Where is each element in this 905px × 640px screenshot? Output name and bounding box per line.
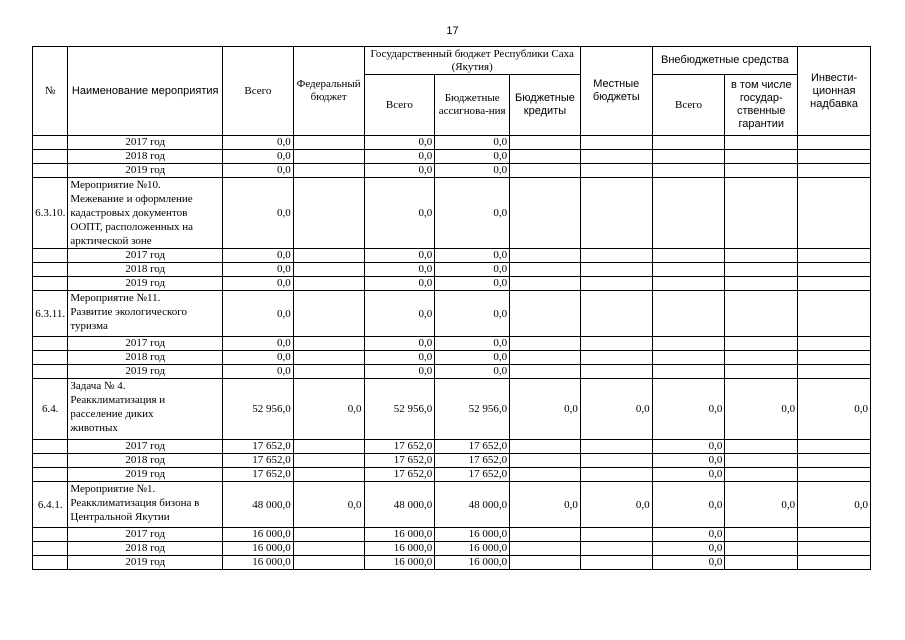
cell-state-allocations: 16 000,0 bbox=[435, 556, 510, 570]
cell-state-credits bbox=[510, 337, 581, 351]
cell-state-allocations: 0,0 bbox=[435, 277, 510, 291]
cell-total: 0,0 bbox=[223, 249, 294, 263]
cell-federal bbox=[293, 291, 364, 337]
cell-state-allocations: 0,0 bbox=[435, 263, 510, 277]
measure-row bbox=[33, 178, 871, 249]
cell-no bbox=[33, 528, 68, 542]
cell-local bbox=[580, 277, 652, 291]
cell-local: 0,0 bbox=[580, 482, 652, 528]
cell-federal bbox=[293, 136, 364, 150]
cell-state-total: 0,0 bbox=[364, 337, 435, 351]
year-row bbox=[33, 440, 871, 454]
cell-total: 0,0 bbox=[223, 164, 294, 178]
cell-total: 17 652,0 bbox=[223, 468, 294, 482]
year-row bbox=[33, 263, 871, 277]
cell-state-total: 16 000,0 bbox=[364, 542, 435, 556]
cell-state-credits bbox=[510, 556, 581, 570]
cell-total: 0,0 bbox=[223, 150, 294, 164]
measure-name-line: арктической зоне bbox=[70, 235, 152, 247]
cell-extra-guarantees bbox=[725, 440, 798, 454]
cell-state-total: 16 000,0 bbox=[364, 556, 435, 570]
cell-local bbox=[580, 351, 652, 365]
cell-no bbox=[33, 136, 68, 150]
cell-extra-guarantees bbox=[725, 136, 798, 150]
cell-state-total: 16 000,0 bbox=[364, 528, 435, 542]
cell-local bbox=[580, 150, 652, 164]
cell-extra-total: 0,0 bbox=[652, 528, 725, 542]
cell-no bbox=[33, 556, 68, 570]
measure-name-line: Мероприятие №1. bbox=[70, 483, 156, 495]
cell-extra-guarantees bbox=[725, 291, 798, 337]
cell-no bbox=[33, 263, 68, 277]
cell-state-credits bbox=[510, 291, 581, 337]
measure-name-line: ООПТ, расположенных на bbox=[70, 221, 194, 233]
cell-extra-total: 0,0 bbox=[652, 454, 725, 468]
cell-state-credits bbox=[510, 351, 581, 365]
cell-year: 2017 год bbox=[68, 337, 223, 351]
cell-total: 52 956,0 bbox=[223, 379, 294, 440]
cell-extra-total: 0,0 bbox=[652, 468, 725, 482]
cell-state-total: 0,0 bbox=[364, 351, 435, 365]
header-name: Наименование мероприятия bbox=[68, 47, 223, 136]
measure-name-line: кадастровых документов bbox=[70, 207, 188, 219]
year-row bbox=[33, 150, 871, 164]
cell-state-total: 0,0 bbox=[364, 249, 435, 263]
cell-no: 6.4. bbox=[33, 379, 68, 440]
cell-local: 0,0 bbox=[580, 379, 652, 440]
year-row bbox=[33, 164, 871, 178]
cell-extra-guarantees bbox=[725, 454, 798, 468]
cell-total: 17 652,0 bbox=[223, 454, 294, 468]
cell-extra-guarantees bbox=[725, 337, 798, 351]
cell-federal bbox=[293, 263, 364, 277]
cell-extra-guarantees bbox=[725, 249, 798, 263]
cell-state-credits bbox=[510, 468, 581, 482]
cell-invest bbox=[798, 249, 871, 263]
cell-year: 2019 год bbox=[68, 277, 223, 291]
cell-extra-guarantees bbox=[725, 150, 798, 164]
cell-state-credits: 0,0 bbox=[510, 482, 581, 528]
cell-state-total: 0,0 bbox=[364, 164, 435, 178]
cell-state-credits bbox=[510, 150, 581, 164]
cell-local bbox=[580, 454, 652, 468]
cell-local bbox=[580, 542, 652, 556]
cell-invest bbox=[798, 440, 871, 454]
cell-measure-name bbox=[68, 178, 223, 249]
cell-extra-total: 0,0 bbox=[652, 440, 725, 454]
cell-total: 48 000,0 bbox=[223, 482, 294, 528]
measure-row bbox=[33, 379, 871, 440]
cell-state-allocations: 0,0 bbox=[435, 136, 510, 150]
cell-invest: 0,0 bbox=[798, 482, 871, 528]
cell-local bbox=[580, 528, 652, 542]
cell-extra-total bbox=[652, 263, 725, 277]
cell-federal bbox=[293, 365, 364, 379]
cell-extra-total: 0,0 bbox=[652, 482, 725, 528]
cell-no bbox=[33, 468, 68, 482]
cell-federal bbox=[293, 277, 364, 291]
cell-extra-total bbox=[652, 291, 725, 337]
cell-extra-total bbox=[652, 164, 725, 178]
cell-extra-guarantees bbox=[725, 164, 798, 178]
cell-state-credits bbox=[510, 178, 581, 249]
cell-no: 6.3.11. bbox=[33, 291, 68, 337]
cell-local bbox=[580, 468, 652, 482]
cell-extra-guarantees bbox=[725, 468, 798, 482]
cell-extra-guarantees bbox=[725, 556, 798, 570]
cell-local bbox=[580, 263, 652, 277]
cell-state-total: 52 956,0 bbox=[364, 379, 435, 440]
header-extra-guarantees: в том числе государ-ственные гарантии bbox=[725, 75, 798, 136]
cell-federal bbox=[293, 337, 364, 351]
cell-extra-guarantees bbox=[725, 277, 798, 291]
cell-state-allocations: 17 652,0 bbox=[435, 454, 510, 468]
cell-state-total: 0,0 bbox=[364, 263, 435, 277]
measure-name-line: Межевание и оформление bbox=[70, 193, 193, 205]
cell-federal bbox=[293, 150, 364, 164]
cell-no: 6.3.10. bbox=[33, 178, 68, 249]
cell-no bbox=[33, 542, 68, 556]
cell-state-credits bbox=[510, 263, 581, 277]
cell-measure-name bbox=[68, 482, 223, 528]
cell-total: 0,0 bbox=[223, 351, 294, 365]
cell-state-total: 17 652,0 bbox=[364, 454, 435, 468]
cell-extra-guarantees bbox=[725, 542, 798, 556]
header-extra-total: Всего bbox=[652, 75, 725, 136]
cell-year: 2018 год bbox=[68, 351, 223, 365]
year-row bbox=[33, 249, 871, 263]
cell-invest bbox=[798, 164, 871, 178]
cell-state-allocations: 0,0 bbox=[435, 249, 510, 263]
year-row bbox=[33, 454, 871, 468]
cell-extra-guarantees bbox=[725, 528, 798, 542]
cell-total: 0,0 bbox=[223, 178, 294, 249]
cell-federal bbox=[293, 528, 364, 542]
measure-name-line: Реакклиматизация и bbox=[70, 394, 166, 406]
cell-state-allocations: 17 652,0 bbox=[435, 468, 510, 482]
header-federal: Федеральный бюджет bbox=[293, 47, 364, 136]
year-row bbox=[33, 556, 871, 570]
cell-extra-total bbox=[652, 365, 725, 379]
cell-state-total: 0,0 bbox=[364, 178, 435, 249]
cell-state-total: 48 000,0 bbox=[364, 482, 435, 528]
cell-extra-total bbox=[652, 178, 725, 249]
cell-year: 2018 год bbox=[68, 454, 223, 468]
cell-state-credits: 0,0 bbox=[510, 379, 581, 440]
cell-year: 2018 год bbox=[68, 150, 223, 164]
measure-name-line: Мероприятие №10. bbox=[70, 179, 161, 191]
cell-year: 2017 год bbox=[68, 528, 223, 542]
header-extra-budget: Внебюджетные средства bbox=[652, 47, 798, 75]
measure-name-line: туризма bbox=[70, 320, 108, 332]
cell-year: 2019 год bbox=[68, 164, 223, 178]
cell-state-credits bbox=[510, 365, 581, 379]
measure-name-line: Реакклиматизация бизона в bbox=[70, 497, 200, 509]
measure-row bbox=[33, 291, 871, 337]
cell-local bbox=[580, 164, 652, 178]
cell-extra-guarantees bbox=[725, 263, 798, 277]
cell-federal: 0,0 bbox=[293, 379, 364, 440]
cell-extra-total: 0,0 bbox=[652, 379, 725, 440]
header-state-credits: Бюджетные кредиты bbox=[510, 75, 581, 136]
cell-state-credits bbox=[510, 528, 581, 542]
cell-total: 16 000,0 bbox=[223, 542, 294, 556]
cell-invest bbox=[798, 454, 871, 468]
year-row bbox=[33, 528, 871, 542]
cell-state-allocations: 17 652,0 bbox=[435, 440, 510, 454]
cell-invest bbox=[798, 150, 871, 164]
cell-extra-total bbox=[652, 150, 725, 164]
cell-extra-total bbox=[652, 136, 725, 150]
year-row bbox=[33, 365, 871, 379]
cell-local bbox=[580, 556, 652, 570]
cell-invest bbox=[798, 136, 871, 150]
measure-name-line: расселение диких bbox=[70, 408, 154, 420]
header-state-total: Всего bbox=[364, 75, 435, 136]
cell-local bbox=[580, 365, 652, 379]
cell-local bbox=[580, 440, 652, 454]
cell-invest bbox=[798, 178, 871, 249]
cell-total: 0,0 bbox=[223, 277, 294, 291]
cell-local bbox=[580, 136, 652, 150]
cell-invest bbox=[798, 542, 871, 556]
cell-extra-total bbox=[652, 277, 725, 291]
cell-local bbox=[580, 178, 652, 249]
cell-state-allocations: 0,0 bbox=[435, 337, 510, 351]
cell-year: 2019 год bbox=[68, 365, 223, 379]
cell-total: 0,0 bbox=[223, 365, 294, 379]
cell-state-total: 0,0 bbox=[364, 277, 435, 291]
cell-federal: 0,0 bbox=[293, 482, 364, 528]
measure-name-line: Центральной Якутии bbox=[70, 511, 170, 523]
cell-invest bbox=[798, 468, 871, 482]
cell-no bbox=[33, 249, 68, 263]
page-number: 17 bbox=[446, 25, 459, 37]
cell-state-credits bbox=[510, 164, 581, 178]
cell-no bbox=[33, 150, 68, 164]
cell-state-allocations: 16 000,0 bbox=[435, 528, 510, 542]
cell-federal bbox=[293, 468, 364, 482]
cell-state-allocations: 48 000,0 bbox=[435, 482, 510, 528]
cell-invest bbox=[798, 291, 871, 337]
cell-total: 16 000,0 bbox=[223, 528, 294, 542]
cell-federal bbox=[293, 542, 364, 556]
cell-state-total: 0,0 bbox=[364, 150, 435, 164]
cell-federal bbox=[293, 178, 364, 249]
cell-local bbox=[580, 291, 652, 337]
measure-row bbox=[33, 482, 871, 528]
year-row bbox=[33, 277, 871, 291]
cell-state-allocations: 0,0 bbox=[435, 164, 510, 178]
cell-federal bbox=[293, 440, 364, 454]
cell-measure-name bbox=[68, 379, 223, 440]
header-state-allocations: Бюджетные ассигнова-ния bbox=[435, 75, 510, 136]
measure-name-line: Задача № 4. bbox=[70, 380, 126, 392]
cell-total: 16 000,0 bbox=[223, 556, 294, 570]
cell-state-allocations: 0,0 bbox=[435, 365, 510, 379]
cell-state-credits bbox=[510, 249, 581, 263]
cell-federal bbox=[293, 454, 364, 468]
cell-year: 2018 год bbox=[68, 263, 223, 277]
cell-extra-guarantees bbox=[725, 365, 798, 379]
cell-state-total: 17 652,0 bbox=[364, 468, 435, 482]
cell-state-total: 0,0 bbox=[364, 291, 435, 337]
cell-invest bbox=[798, 365, 871, 379]
header-total: Всего bbox=[223, 47, 294, 136]
cell-total: 0,0 bbox=[223, 136, 294, 150]
cell-measure-name bbox=[68, 291, 223, 337]
cell-invest bbox=[798, 556, 871, 570]
cell-local bbox=[580, 337, 652, 351]
year-row bbox=[33, 337, 871, 351]
cell-year: 2019 год bbox=[68, 556, 223, 570]
cell-federal bbox=[293, 351, 364, 365]
cell-no bbox=[33, 440, 68, 454]
cell-state-allocations: 52 956,0 bbox=[435, 379, 510, 440]
cell-no: 6.4.1. bbox=[33, 482, 68, 528]
cell-state-credits bbox=[510, 440, 581, 454]
cell-extra-total bbox=[652, 337, 725, 351]
cell-extra-guarantees: 0,0 bbox=[725, 379, 798, 440]
cell-federal bbox=[293, 164, 364, 178]
cell-extra-guarantees bbox=[725, 351, 798, 365]
cell-total: 0,0 bbox=[223, 337, 294, 351]
cell-state-allocations: 0,0 bbox=[435, 150, 510, 164]
year-row bbox=[33, 542, 871, 556]
header-local: Местные бюджеты bbox=[580, 47, 652, 136]
cell-extra-guarantees: 0,0 bbox=[725, 482, 798, 528]
cell-no bbox=[33, 351, 68, 365]
cell-invest: 0,0 bbox=[798, 379, 871, 440]
header-state-budget: Государственный бюджет Республики Саха (Якутия) bbox=[364, 47, 580, 75]
cell-year: 2017 год bbox=[68, 136, 223, 150]
cell-state-total: 0,0 bbox=[364, 365, 435, 379]
cell-state-total: 17 652,0 bbox=[364, 440, 435, 454]
cell-no bbox=[33, 337, 68, 351]
year-row bbox=[33, 351, 871, 365]
cell-no bbox=[33, 365, 68, 379]
header-invest: Инвести-ционная надбавка bbox=[798, 47, 871, 136]
cell-invest bbox=[798, 277, 871, 291]
cell-no bbox=[33, 164, 68, 178]
cell-year: 2018 год bbox=[68, 542, 223, 556]
cell-total: 0,0 bbox=[223, 263, 294, 277]
cell-state-allocations: 0,0 bbox=[435, 178, 510, 249]
cell-state-allocations: 16 000,0 bbox=[435, 542, 510, 556]
cell-state-total: 0,0 bbox=[364, 136, 435, 150]
cell-no bbox=[33, 277, 68, 291]
year-row bbox=[33, 136, 871, 150]
cell-total: 17 652,0 bbox=[223, 440, 294, 454]
cell-total: 0,0 bbox=[223, 291, 294, 337]
measure-name-line: Развитие экологического bbox=[70, 306, 187, 318]
cell-local bbox=[580, 249, 652, 263]
cell-invest bbox=[798, 351, 871, 365]
cell-no bbox=[33, 454, 68, 468]
cell-federal bbox=[293, 556, 364, 570]
cell-state-credits bbox=[510, 136, 581, 150]
cell-state-credits bbox=[510, 277, 581, 291]
cell-invest bbox=[798, 528, 871, 542]
cell-federal bbox=[293, 249, 364, 263]
measure-name-line: Мероприятие №11. bbox=[70, 292, 161, 304]
cell-state-credits bbox=[510, 542, 581, 556]
cell-extra-total: 0,0 bbox=[652, 556, 725, 570]
cell-state-allocations: 0,0 bbox=[435, 291, 510, 337]
measure-name-line: животных bbox=[70, 422, 118, 434]
cell-year: 2019 год bbox=[68, 468, 223, 482]
cell-invest bbox=[798, 337, 871, 351]
cell-extra-total: 0,0 bbox=[652, 542, 725, 556]
cell-invest bbox=[798, 263, 871, 277]
cell-state-allocations: 0,0 bbox=[435, 351, 510, 365]
cell-year: 2017 год bbox=[68, 440, 223, 454]
cell-year: 2017 год bbox=[68, 249, 223, 263]
cell-state-credits bbox=[510, 454, 581, 468]
cell-extra-total bbox=[652, 249, 725, 263]
cell-extra-guarantees bbox=[725, 178, 798, 249]
header-no: № bbox=[33, 47, 68, 136]
budget-table bbox=[32, 46, 871, 570]
year-row bbox=[33, 468, 871, 482]
cell-extra-total bbox=[652, 351, 725, 365]
